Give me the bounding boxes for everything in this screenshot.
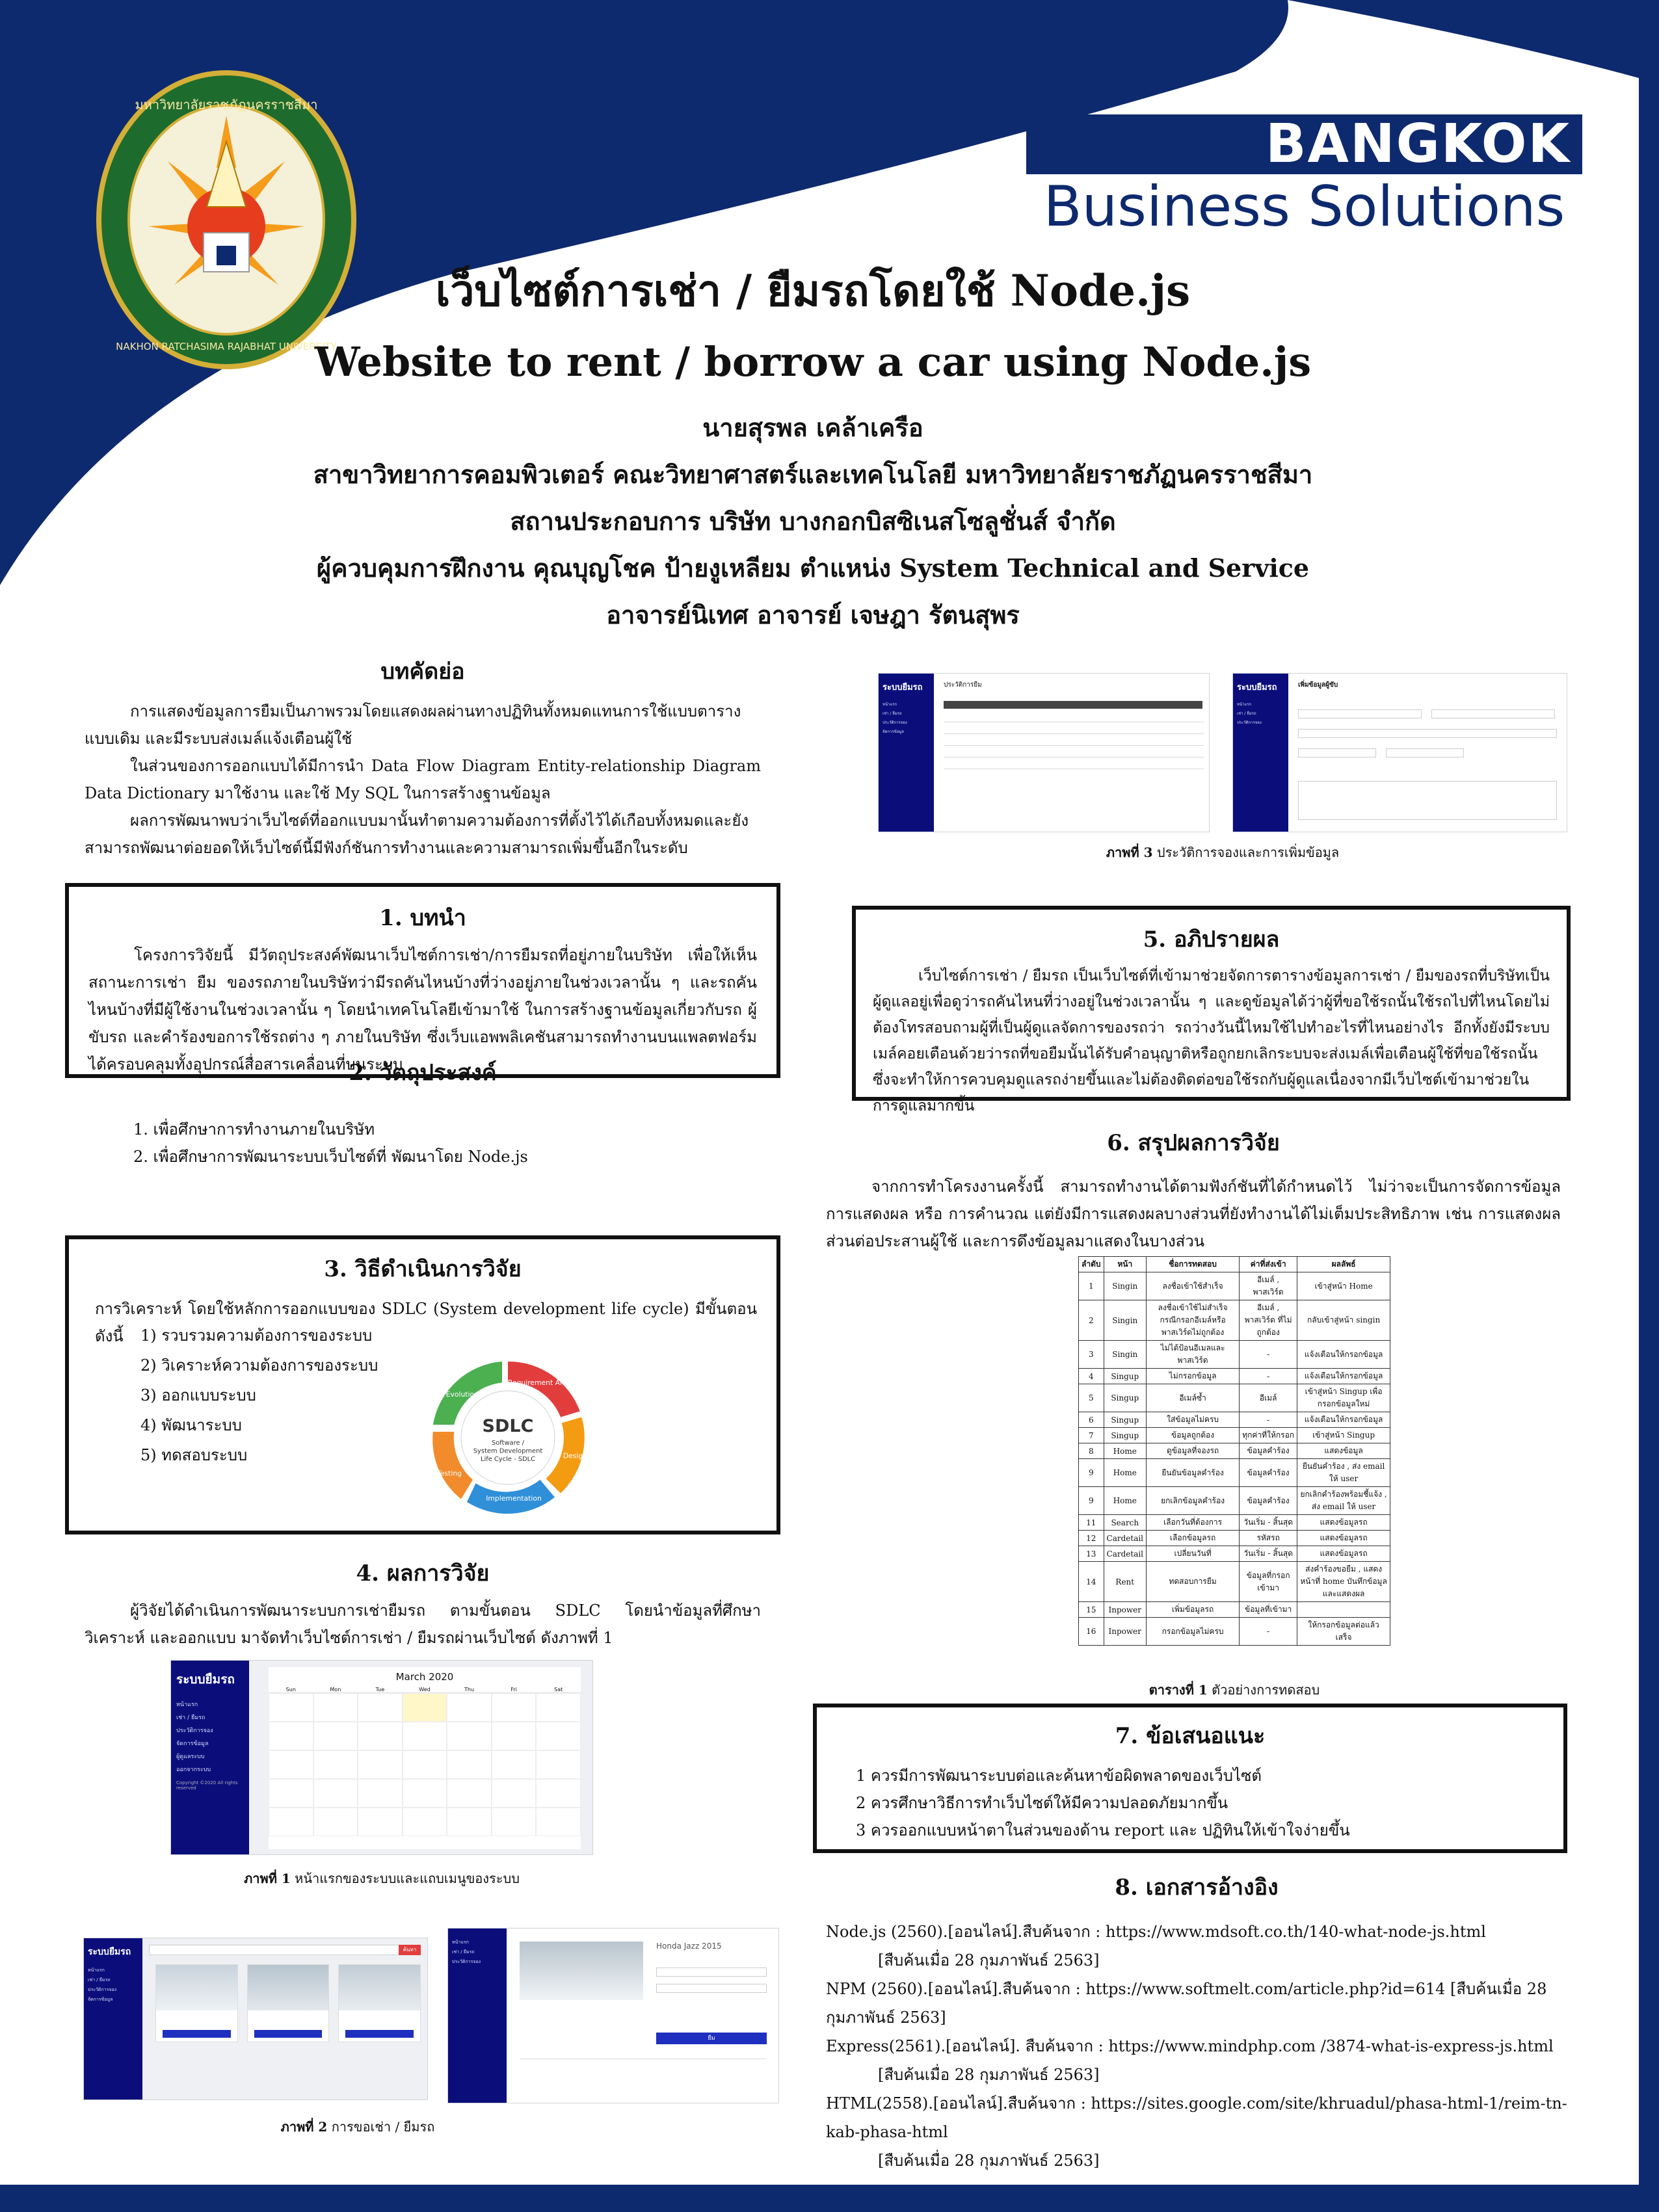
table-row — [1079, 1546, 1390, 1562]
table-cell: Cardetail — [1104, 1546, 1147, 1562]
table-row — [1079, 1300, 1390, 1341]
table-cell: ข้อมูลคำร้อง — [1240, 1487, 1297, 1515]
table-cell: Home — [1104, 1459, 1147, 1487]
table-cell: Home — [1104, 1487, 1147, 1515]
table-cell: ข้อมูลที่เข้ามา — [1240, 1602, 1297, 1618]
form-title: เพิ่มข้อมูลผู้ขับ — [1298, 681, 1338, 689]
table-cell: Search — [1104, 1515, 1147, 1531]
table-cell: Singup — [1104, 1412, 1147, 1428]
mockup-menu-item: เช่า / ยืมรถ — [452, 1949, 475, 1955]
table-cell: เลือกวันที่ต้องการ — [1147, 1515, 1240, 1531]
table-cell: 5 — [1079, 1384, 1104, 1412]
table-row — [1079, 1602, 1390, 1618]
table-cell: 3 — [1079, 1341, 1104, 1369]
calendar-day: Sun — [285, 1687, 296, 1692]
title-thai: เว็บไซต์การเช่า / ยืมรถโดยใช้ Node.js — [435, 265, 1191, 316]
table-cell: - — [1240, 1369, 1297, 1384]
table-cell: 8 — [1079, 1443, 1104, 1459]
table-cell: 6 — [1079, 1412, 1104, 1428]
table-cell: อีเมล์ , พาสเวิร์ด — [1240, 1272, 1297, 1300]
method-intro: การวิเคราะห์ โดยใช้หลักการออกแบบของ SDLC (System development life cycle) มีขั้นตอนดังนี้ — [95, 1300, 757, 1345]
method-step: 5) ทดสอบระบบ — [140, 1446, 248, 1464]
objective-item-2: 2. เพื่อศึกษาการพัฒนาระบบเว็บไซต์ที่ พัฒนาโดย Node.js — [133, 1148, 528, 1166]
figure-2-caption — [195, 2116, 520, 2137]
table-cell: 2 — [1079, 1300, 1104, 1341]
car-photo — [520, 1942, 643, 2000]
supervisor: ผู้ควบคุมการฝึกงาน คุณบุญโชค ป้ายงูเหลียม ตำแหน่ง System Technical and Service — [316, 553, 1310, 583]
mockup-search-button[interactable]: ค้นหา — [399, 1945, 421, 1955]
table-cell: ลงชื่อเข้าใช้ไม่สำเร็จ กรณีกรอกอีเมล์หรือพาสเวิร์ดไม่ถูกต้อง — [1147, 1300, 1240, 1341]
table-cell: ข้อมูลที่กรอกเข้ามา — [1240, 1562, 1297, 1602]
table-cell: อีเมล์ — [1240, 1384, 1297, 1412]
table-cell: วันเริ่ม - สิ้นสุด — [1240, 1546, 1297, 1562]
figure-1-caption-label: ภาพที่ 1 — [244, 1871, 291, 1886]
table-cell: 9 — [1079, 1459, 1104, 1487]
table-cell: กลับเข้าสู่หน้า singin — [1297, 1300, 1390, 1341]
mockup-menu-item: หน้าแรก — [452, 1940, 469, 1945]
table-cell: เลือกข้อมูลรถ — [1147, 1531, 1240, 1546]
objectives-title: 2. วัตถุประสงค์ — [349, 1060, 497, 1086]
table-caption-label: ตารางที่ 1 — [1148, 1682, 1208, 1698]
figure-3-caption-text: ประวัติการจองและการเพิ่มข้อมูล — [1152, 845, 1340, 860]
table-cell: Singup — [1104, 1384, 1147, 1412]
company-logo-line2: Business Solutions — [1043, 174, 1565, 239]
intro-text: โครงการวิจัยนี้ มีวัตถุประสงค์พัฒนาเว็บไซต์การเช่า/การยืมรถที่อยู่ภายในบริษัท เพื่อให้เห็นสถานะการเช่า ยืม ของรถภายในบริษัทว่ามีรถคันไหนบ้างที่ว่างอยู่ภายในช่วงเวลานั้น ๆ และรถคันไหนบ้างที่มีผู้ใช้งานในช่วงเวลานั้น ๆ โดยนำเทคโนโลยีเข้ามาใช้ ในการสร้างฐานข้อมูลเกี่ยวกับรถ ผู้ขับรถ และคำร้องขอการใช้รถต่าง ๆ ภายในบริษัท ซึ่งเว็บแอพพลิเคชันสามารถทำงานบนแพลตฟอร์มได้ครอบคลุมทั้งอุปกรณ์สื่อสารเคลื่อนที่บนระบบ — [88, 946, 757, 1073]
mockup-menu-item: หน้าแรก — [88, 1968, 105, 1973]
department: สาขาวิทยาการคอมพิวเตอร์ คณะวิทยาศาสตร์และเทคโนโลยี มหาวิทยาลัยราชภัฏนครราชสีมา — [313, 460, 1313, 489]
table-row — [1079, 1412, 1390, 1428]
company-logo — [1026, 114, 1582, 239]
table-row — [1079, 1428, 1390, 1443]
mockup-menu-item: หน้าแรก — [176, 1702, 198, 1708]
table-row — [1079, 1531, 1390, 1546]
table-caption — [1078, 1679, 1390, 1700]
figure-1-screenshot — [170, 1660, 593, 1855]
calendar-day: Thu — [464, 1687, 475, 1692]
conclusion-title: 6. สรุปผลการวิจัย — [1107, 1130, 1280, 1156]
mockup-menu-item: ออกจากระบบ — [176, 1767, 211, 1773]
table-header-cell: ลำดับ — [1079, 1257, 1104, 1272]
history-table — [944, 710, 1204, 769]
table-cell: Singup — [1104, 1428, 1147, 1443]
table-cell: ลงชื่อเข้าใช้สำเร็จ — [1147, 1272, 1240, 1300]
table-cell: เข้าสู่หน้า Home — [1297, 1272, 1390, 1300]
sdlc-diagram — [404, 1350, 612, 1525]
figure-2-screenshot-right — [447, 1928, 779, 2103]
objective-item-1: 1. เพื่อศึกษาการทำงานภายในบริษัท — [133, 1120, 375, 1139]
table-row — [1079, 1487, 1390, 1515]
reference-line: Node.js (2560).[ออนไลน์].สืบค้นจาก : https://www.mdsoft.co.th/140-what-node-js.html — [826, 1923, 1486, 1941]
table-header-cell: ค่าที่ส่งเข้า — [1240, 1257, 1297, 1272]
calendar-day: Fri — [511, 1687, 517, 1692]
table-cell: - — [1240, 1618, 1297, 1646]
figure-3-caption — [1028, 842, 1418, 863]
company-logo-line1: BANGKOK — [1026, 114, 1582, 174]
sdlc-center: SDLC — [482, 1416, 534, 1436]
abstract-p2: ในส่วนของการออกแบบได้มีการนำ Data Flow Diagram Entity-relationship Diagram Data Dictionary มาใช้งาน และใช้ My SQL ในการสร้างฐานข้อมูล — [85, 757, 761, 802]
table-cell: ยืนยันข้อมูลคำร้อง — [1147, 1459, 1240, 1487]
mockup-menu-item: ประวัติการจอง — [452, 1959, 481, 1964]
mockup-app-name: ระบบยืมรถ — [176, 1672, 235, 1687]
table-cell: ข้อมูลคำร้อง — [1240, 1459, 1297, 1487]
intro-box — [65, 883, 780, 1078]
table-cell: แสดงข้อมูลรถ — [1297, 1515, 1390, 1531]
suggestion-item: 1 ควรมีการพัฒนาระบบต่อและค้นหาข้อผิดพลาดของเว็บไซต์ — [856, 1767, 1262, 1785]
table-cell: 9 — [1079, 1487, 1104, 1515]
suggestions-title: 7. ข้อเสนอแนะ — [1115, 1723, 1266, 1749]
table-cell: Home — [1104, 1443, 1147, 1459]
sdlc-phase-3: Implementation — [486, 1494, 542, 1503]
author-block — [163, 404, 1463, 639]
abstract-section — [85, 653, 761, 862]
table-cell: ข้อมูลถูกต้อง — [1147, 1428, 1240, 1443]
table-cell: ดูข้อมูลที่จองรถ — [1147, 1443, 1240, 1459]
table-cell: Inpower — [1104, 1618, 1147, 1646]
table-row — [1079, 1384, 1390, 1412]
table-cell: Inpower — [1104, 1602, 1147, 1618]
figure-2-screenshot-left — [83, 1938, 428, 2100]
mockup-menu-item: เช่า / ยืมรถ — [1237, 711, 1256, 716]
sdlc-sub1: Software / — [492, 1439, 524, 1447]
objectives-section — [85, 1055, 761, 1170]
table-cell: แจ้งเตือนให้กรอกข้อมูล — [1297, 1369, 1390, 1384]
figure-1-caption — [170, 1868, 593, 1889]
table-cell: 7 — [1079, 1428, 1104, 1443]
figure-2-caption-label: ภาพที่ 2 — [280, 2119, 328, 2135]
results-text: ผู้วิจัยได้ดำเนินการพัฒนาระบบการเช่ายืมรถ ตามขั้นตอน SDLC โดยนำข้อมูลที่ศึกษา วิเคราะห์ และออกแบบ มาจัดทำเว็บไซต์การเช่า / ยืมรถผ่านเว็บไซต์ ดังภาพที่ 1 — [85, 1601, 761, 1647]
conclusion-section — [826, 1125, 1561, 1255]
table-cell: 12 — [1079, 1531, 1104, 1546]
table-row — [1079, 1341, 1390, 1369]
mockup-menu-item: เช่า / ยืมรถ — [88, 1977, 111, 1982]
table-cell: เข้าสู่หน้า Singup เพื่อกรอกข้อมูลใหม่ — [1297, 1384, 1390, 1412]
calendar-month: March 2020 — [395, 1671, 454, 1683]
calendar-day: Wed — [419, 1687, 431, 1692]
table-header-cell: หน้า — [1104, 1257, 1147, 1272]
table-cell: ยกเลิกข้อมูลคำร้อง — [1147, 1487, 1240, 1515]
mockup-menu-item: ประวัติการจอง — [176, 1728, 213, 1734]
table-cell: ยกเลิกคำร้องพร้อมชี้แจ้ง , ส่ง email ให้ user — [1297, 1487, 1390, 1515]
test-table-header — [1079, 1257, 1390, 1272]
reference-line: NPM (2560).[ออนไลน์].สืบค้นจาก : https://www.softmelt.com/article.php?id=614 [สืบค้นเมื่อ 28 กุมภาพันธ์ 2563] — [826, 1980, 1547, 2027]
table-cell: 4 — [1079, 1369, 1104, 1384]
figure-1-caption-text: หน้าแรกของระบบและแถบเมนูของระบบ — [290, 1871, 520, 1886]
table-cell: ยืนยันคำร้อง , ส่ง email ให้ user — [1297, 1459, 1390, 1487]
title-english: Website to rent / borrow a car using Node.js — [314, 338, 1312, 386]
table-cell: แจ้งเตือนให้กรอกข้อมูล — [1297, 1341, 1390, 1369]
table-caption-text: ตัวอย่างการทดสอบ — [1207, 1682, 1320, 1698]
figure-2-caption-text: การขอเช่า / ยืมรถ — [327, 2119, 435, 2135]
table-cell: แจ้งเตือนให้กรอกข้อมูล — [1297, 1412, 1390, 1428]
sdlc-phase-1: Requirement Analysis — [507, 1378, 585, 1387]
table-cell — [1297, 1602, 1390, 1618]
table-cell: 14 — [1079, 1562, 1104, 1602]
logo-ring-text-top: มหาวิทยาลัยราชภัฏนครราชสีมา — [135, 97, 318, 112]
mockup-menu-item: ประวัติการจอง — [883, 720, 907, 725]
table-cell: Singin — [1104, 1300, 1147, 1341]
table-cell: Cardetail — [1104, 1531, 1147, 1546]
method-title: 3. วิธีดำเนินการวิจัย — [324, 1256, 522, 1282]
table-cell: เพิ่มข้อมูลรถ — [1147, 1602, 1240, 1618]
table-cell: รหัสรถ — [1240, 1531, 1297, 1546]
sdlc-phase-5: Evolution — [445, 1390, 479, 1399]
results-title: 4. ผลการวิจัย — [356, 1560, 490, 1587]
method-step: 1) รวบรวมความต้องการของระบบ — [140, 1326, 373, 1345]
method-step: 4) พัฒนาระบบ — [140, 1416, 242, 1434]
mockup-menu-item: จัดการข้อมูล — [176, 1741, 209, 1747]
table-row — [1079, 1618, 1390, 1646]
method-steps — [140, 1321, 378, 1470]
sdlc-sub2: System Development — [473, 1447, 543, 1455]
abstract-title: บทคัดย่อ — [380, 659, 465, 685]
mockup-menu-item: หน้าแรก — [883, 702, 897, 707]
table-cell: ไม่ได้ป้อนอีเมลและพาสเวิร์ด — [1147, 1341, 1240, 1369]
mockup-menu-item: หน้าแรก — [1237, 702, 1252, 707]
table-cell: กรอกข้อมูลไม่ครบ — [1147, 1618, 1240, 1646]
reference-line: [สืบค้นเมื่อ 28 กุมภาพันธ์ 2563] — [878, 2152, 1100, 2170]
table-cell: - — [1240, 1412, 1297, 1428]
suggestions-box — [813, 1704, 1567, 1853]
sdlc-phase-4: Testing — [437, 1469, 462, 1478]
table-row — [1079, 1443, 1390, 1459]
mockup-menu-item: เช่า / ยืมรถ — [176, 1715, 206, 1721]
mockup-menu-item: ประวัติการจอง — [1237, 720, 1262, 725]
table-cell: Singup — [1104, 1369, 1147, 1384]
mockup-menu-item: ประวัติการจอง — [88, 1987, 117, 1992]
mockup-menu-item: ผู้ดูแลระบบ — [176, 1754, 205, 1760]
table-cell: ใส่ข้อมูลไม่ครบ — [1147, 1412, 1240, 1428]
table-cell: เข้าสู่หน้า Singup — [1297, 1428, 1390, 1443]
table-cell: 1 — [1079, 1272, 1104, 1300]
method-box — [65, 1235, 780, 1534]
table-row — [1079, 1272, 1390, 1300]
table-cell: ทดสอบการยืม — [1147, 1562, 1240, 1602]
method-step: 2) วิเคราะห์ความต้องการของระบบ — [140, 1356, 378, 1375]
figure-3-caption-label: ภาพที่ 3 — [1106, 845, 1153, 860]
discussion-box — [852, 906, 1571, 1114]
conclusion-text: จากการทำโครงงานครั้งนี้ สามารถทำงานได้ตามฟังก์ชันที่ได้กำหนดไว้ ไม่ว่าจะเป็นการจัดการข้อมูลการแสดงผล หรือ การคำนวณ แต่ยังมีการแสดงผลบางส่วนที่ยังทำงานได้ไม่เต็มประสิทธิภาพ เช่น การแสดงผลส่วนต่อประสานผู้ใช้ และการดึงข้อมูลมาแสดงในบางส่วน — [826, 1178, 1561, 1250]
table-row — [1079, 1369, 1390, 1384]
logo-ring-text-bottom: NAKHON RATCHASIMA RAJABHAT UNIVERSITY — [116, 341, 337, 352]
table-cell: 16 — [1079, 1618, 1104, 1646]
figure-3-screenshot-history — [878, 673, 1210, 832]
table-cell: 15 — [1079, 1602, 1104, 1618]
table-cell: Singin — [1104, 1272, 1147, 1300]
table-cell: แสดงข้อมูลรถ — [1297, 1546, 1390, 1562]
table-cell: ข้อมูลคำร้อง — [1240, 1443, 1297, 1459]
abstract-p1: การแสดงข้อมูลการยืมเป็นภาพรวมโดยแสดงผลผ่านทางปฏิทินทั้งหมดแทนการใช้แบบตารางแบบเดิม และมีระบบส่งเมล์แจ้งเตือนผู้ใช้ — [85, 702, 741, 748]
table-header-cell: ชื่อการทดสอบ — [1147, 1257, 1240, 1272]
abstract-p3: ผลการพัฒนาพบว่าเว็บไซต์ที่ออกแบบมานั้นทำตามความต้องการที่ตั้งไว้ได้เกือบทั้งหมดและยังสามารถพัฒนาต่อยอดให้เว็บไซต์นี้มีฟังก์ชันการทำงานและความสามารถเพิ่มขึ้นอีกในระดับ — [85, 811, 749, 857]
car-card-grid — [155, 1964, 421, 2042]
table-row — [1079, 1459, 1390, 1487]
table-cell: 13 — [1079, 1546, 1104, 1562]
suggestion-item: 2 ควรศึกษาวิธีการทำเว็บไซต์ให้มีความปลอดภัยมากขึ้น — [856, 1794, 1228, 1812]
table-cell: ไม่กรอกข้อมูล — [1147, 1369, 1240, 1384]
table-cell: เปลี่ยนวันที่ — [1147, 1546, 1240, 1562]
references-title: 8. เอกสารอ้างอิง — [1115, 1875, 1279, 1901]
references-section — [826, 1869, 1567, 2175]
table-cell: อีเมล์ซ้ำ — [1147, 1384, 1240, 1412]
table-cell: Singin — [1104, 1341, 1147, 1369]
table-row — [1079, 1562, 1390, 1602]
company: สถานประกอบการ บริษัท บางกอกบิสซิเนสโซลูชั่นส์ จำกัด — [510, 507, 1116, 536]
table-cell: ทุกค่าที่ให้กรอก — [1240, 1428, 1297, 1443]
table-cell: แสดงข้อมูล — [1297, 1443, 1390, 1459]
calendar-grid — [269, 1693, 581, 1836]
mockup-rent-button[interactable]: ยืม — [656, 2033, 767, 2044]
mockup-menu-item: จัดการข้อมูล — [88, 1997, 113, 2002]
mockup-app-name: ระบบยืมรถ — [1237, 683, 1277, 692]
table-row — [1079, 1515, 1390, 1531]
table-cell: วันเริ่ม - สิ้นสุด — [1240, 1515, 1297, 1531]
discussion-text: เว็บไซต์การเช่า / ยืมรถ เป็นเว็บไซต์ที่เข้ามาช่วยจัดการตารางข้อมูลการเช่า / ยืมของรถที่บริษัทเป็นผู้ดูแลอยู่เพื่อดูว่ารถคันไหนที่ว่างอยู่ในช่วงเวลานั้น ๆ และดูข้อมูลได้ว่าผู้ที่ขอใช้รถนั้นใช้รถไปที่ไหนโดยไม่ต้องโทรสอบถามผู้ที่เป็นผู้ดูแลจัดการของรถว่า รถว่างวันนี้ไหมใช้ไปทำอะไรที่ไหนอย่างไร อีกทั้งยังมีระบบเมล์คอยเตือนด้วยว่ารถที่ขอยืมนั้นได้รับคำอนุญาติหรือถูกยกเลิกระบบจะส่งเมล์เพื่อเตือนผู้ใช้ที่ขอใช้รถนั้น ซึ่งจะทำให้การควบคุมดูแลรถง่ายขึ้นและไม่ต้องติดต่อขอใช้รถกับผู้ดูแลเนื่องจากมีเว็บไซต์เข้ามาช่วยในการดูแลมากขึ้น — [873, 968, 1550, 1114]
results-section — [85, 1555, 761, 1652]
table-cell: ส่งคำร้องขอยืม , แสดงหน้าที่ home บันทึกข้อมูลและแสดงผล — [1297, 1562, 1390, 1602]
reference-line: HTML(2558).[ออนไลน์].สืบค้นจาก : https://sites.google.com/site/khruadul/phasa-html-1/reim-tn-kab-phasa-html — [826, 2094, 1567, 2141]
advisor: อาจารย์นิเทศ อาจารย์ เจษฎา รัตนสุพร — [606, 600, 1020, 629]
mockup-app-name: ระบบยืมรถ — [88, 1947, 131, 1957]
table-cell: - — [1240, 1341, 1297, 1369]
reference-line: [สืบค้นเมื่อ 28 กุมภาพันธ์ 2563] — [878, 2066, 1100, 2084]
car-name: Honda Jazz 2015 — [656, 1942, 722, 1951]
reference-line: [สืบค้นเมื่อ 28 กุมภาพันธ์ 2563] — [878, 1951, 1100, 1969]
history-title: ประวัติการยืม — [944, 681, 982, 689]
suggestion-item: 3 ควรออกแบบหน้าตาในส่วนของด้าน report และ ปฏิทินให้เข้าใจง่ายขึ้น — [856, 1821, 1350, 1839]
author-name: นายสุรพล เคล้าเครือ — [702, 413, 923, 442]
mockup-app-name: ระบบยืมรถ — [883, 683, 923, 692]
intro-title: 1. บทนำ — [379, 905, 466, 931]
mockup-menu-item: จัดการข้อมูล — [883, 730, 904, 734]
sdlc-phase-2: Design — [563, 1451, 588, 1460]
test-table — [1078, 1256, 1390, 1646]
table-cell: อีเมล์ , พาสเวิร์ด ที่ไม่ถูกต้อง — [1240, 1300, 1297, 1341]
calendar-day: Mon — [330, 1687, 341, 1692]
table-header-cell: ผลลัพธ์ — [1297, 1257, 1390, 1272]
table-cell: ให้กรอกข้อมูลต่อแล้วเสร็จ — [1297, 1618, 1390, 1646]
sdlc-sub3: Life Cycle - SDLC — [480, 1456, 536, 1463]
calendar-day: Tue — [375, 1687, 385, 1692]
discussion-title: 5. อภิปรายผล — [1143, 927, 1280, 953]
reference-line: Express(2561).[ออนไลน์]. สืบค้นจาก : https://www.mindphp.com /3874-what-is-express-js.html — [826, 2037, 1554, 2055]
method-step: 3) ออกแบบระบบ — [140, 1386, 256, 1404]
figure-3-screenshot-form — [1232, 673, 1567, 832]
calendar-day: Sat — [554, 1687, 563, 1692]
mockup-menu-item: เช่า / ยืมรถ — [883, 711, 902, 716]
table-cell: Rent — [1104, 1562, 1147, 1602]
table-cell: 11 — [1079, 1515, 1104, 1531]
mockup-copyright: Copyright ©2020 All rights reserved — [176, 1780, 238, 1791]
table-cell: แสดงข้อมูลรถ — [1297, 1531, 1390, 1546]
